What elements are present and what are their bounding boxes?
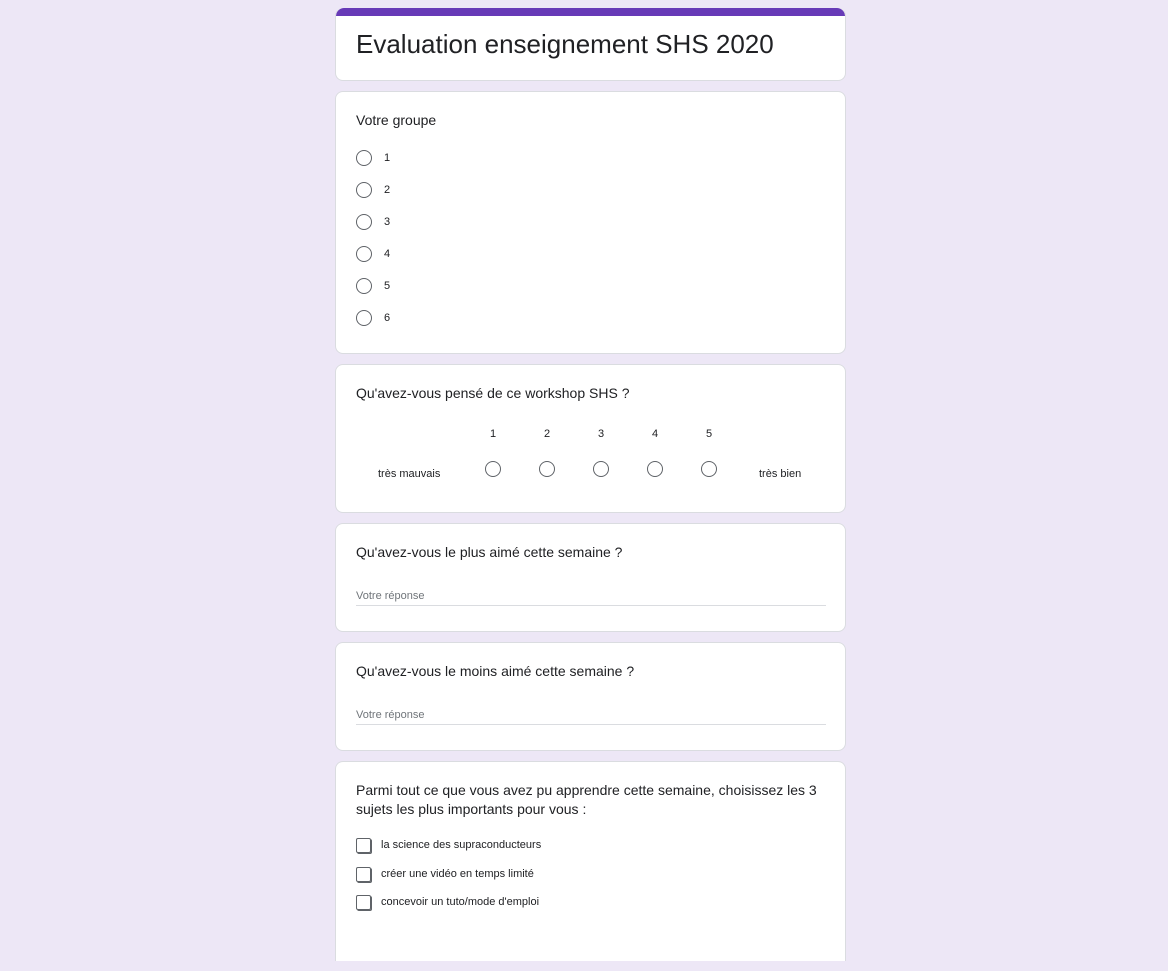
scale-low-label: très mauvais xyxy=(378,468,441,480)
group-options xyxy=(356,150,390,342)
group-question-card xyxy=(335,91,846,354)
scale-point-4[interactable] xyxy=(640,426,670,477)
radio-button[interactable] xyxy=(356,182,372,198)
liked-question-label: Qu'avez-vous le plus aimé cette semaine ? xyxy=(356,544,623,560)
group-option-2[interactable] xyxy=(356,182,390,214)
liked-answer-input[interactable] xyxy=(356,587,826,606)
checkbox[interactable] xyxy=(356,895,371,910)
disliked-question-label: Qu'avez-vous le moins aimé cette semaine ? xyxy=(356,663,635,679)
form-title: Evaluation enseignement SHS 2020 xyxy=(356,29,774,59)
disliked-question-card xyxy=(335,642,846,751)
scale-point-5[interactable] xyxy=(694,426,724,477)
radio-button[interactable] xyxy=(356,214,372,230)
checkbox[interactable] xyxy=(356,838,371,853)
group-option-label: 5 xyxy=(384,280,391,292)
group-option-label: 6 xyxy=(384,312,391,324)
scale-point-number: 2 xyxy=(543,428,551,440)
radio-button[interactable] xyxy=(356,278,372,294)
scale-question-card xyxy=(335,364,846,513)
checkbox[interactable] xyxy=(356,867,371,882)
scale-point-1[interactable] xyxy=(478,426,508,477)
disliked-answer-input[interactable] xyxy=(356,706,826,725)
group-option-label: 4 xyxy=(384,248,391,260)
scale-point-number: 4 xyxy=(651,428,659,440)
group-option-4[interactable] xyxy=(356,246,390,278)
radio-button[interactable] xyxy=(593,461,609,477)
topics-question-label: Parmi tout ce que vous avez pu apprendre cette semaine, choisissez les 3 sujets les plus importants pour vous : xyxy=(356,782,817,817)
group-option-label: 2 xyxy=(384,184,391,196)
radio-button[interactable] xyxy=(356,150,372,166)
radio-button[interactable] xyxy=(647,461,663,477)
topic-option-label: la science des supraconducteurs xyxy=(381,839,542,851)
scale-point-number: 5 xyxy=(705,428,713,440)
topic-option-label: créer une vidéo en temps limité xyxy=(381,867,534,880)
scale-point-number: 1 xyxy=(489,428,497,440)
group-option-3[interactable] xyxy=(356,214,390,246)
form-accent-bar xyxy=(336,8,845,16)
group-option-6[interactable] xyxy=(356,310,390,342)
scale-high-label: très bien xyxy=(759,468,802,480)
scale-point-3[interactable] xyxy=(586,426,616,477)
radio-button[interactable] xyxy=(539,461,555,477)
liked-question-card xyxy=(335,523,846,632)
group-question-label: Votre groupe xyxy=(356,112,437,128)
scale-point-2[interactable] xyxy=(532,426,562,477)
topic-option-label: concevoir un tuto/mode d'emploi xyxy=(381,896,540,908)
topic-option-1[interactable] xyxy=(356,838,541,867)
topics-question-card xyxy=(335,761,846,961)
scale-question-label: Qu'avez-vous pensé de ce workshop SHS ? xyxy=(356,385,630,401)
radio-button[interactable] xyxy=(356,246,372,262)
group-option-label: 3 xyxy=(384,216,391,228)
group-option-1[interactable] xyxy=(356,150,390,182)
scale-point-number: 3 xyxy=(597,428,605,440)
topic-option-3[interactable] xyxy=(356,895,541,924)
form-header-card xyxy=(335,8,846,81)
radio-button[interactable] xyxy=(701,461,717,477)
topic-option-2[interactable] xyxy=(356,867,541,896)
group-option-5[interactable] xyxy=(356,278,390,310)
form-column xyxy=(335,8,846,971)
group-option-label: 1 xyxy=(384,152,391,164)
radio-button[interactable] xyxy=(356,310,372,326)
radio-button[interactable] xyxy=(485,461,501,477)
topics-options xyxy=(356,838,541,924)
